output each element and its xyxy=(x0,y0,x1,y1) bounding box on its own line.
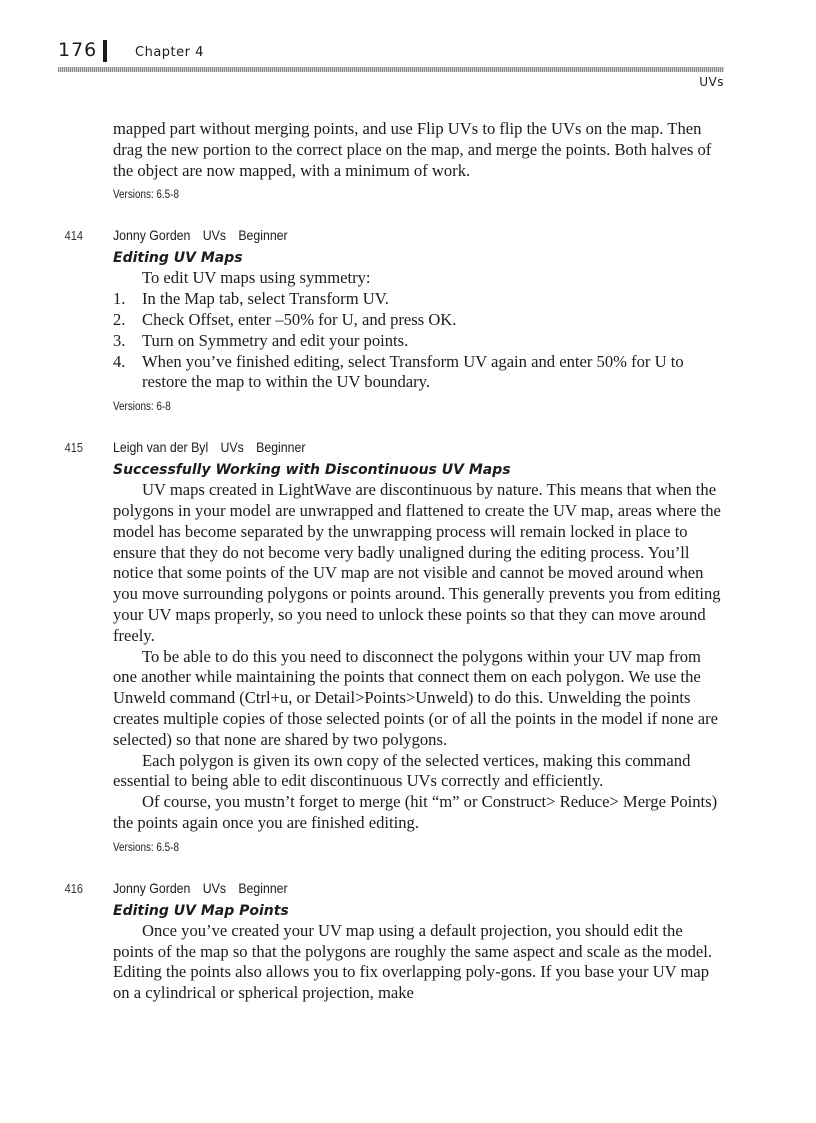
chapter-label: Chapter 4 xyxy=(135,45,204,60)
tip-paragraph: UV maps created in LightWave are discontinuous by nature. This means that when the polygons in your model are unwrapped and flattened to create the UV map, areas where the model has become separated by the unwrapping process will remain locked in place to ensure that they do not become very badly unaligned during the editing process. You’ll notice that some points of the UV map are not visible and cannot be moved around when you move surrounding polygons or points around. This generally prevents you from editing your UV maps properly, so you need to unlock these points so that they can move around freely. xyxy=(113,480,721,645)
tip-category: UVs xyxy=(220,439,244,456)
tip-paragraph: Once you’ve created your UV map using a default projection, you should edit the points of the map so that the polygons are roughly the same aspect and scale as the model. Editing the points also allows you to fix overlapping poly-gons. If you base your UV map on a cylindrical or spherical projection, make xyxy=(113,920,713,1003)
tip-author: Jonny Gorden xyxy=(113,227,191,244)
tip-category: UVs xyxy=(202,227,226,244)
steps-list xyxy=(113,289,725,393)
intro-paragraph: mapped part without merging points, and use Flip UVs to flip the UVs on the map. Then drag the new portion to the correct place on the map, and merge the points. Both halves of the object are now mapped, with a minimum of work. xyxy=(113,119,712,180)
step-item: 2. Check Offset, enter –50% for U, and press OK. xyxy=(113,309,457,329)
versions-note: Versions: 6.5-8 xyxy=(113,189,179,202)
tip-meta xyxy=(64,879,652,897)
page-number: 176 xyxy=(58,39,98,61)
tip-level: Beginner xyxy=(238,227,288,244)
tip-paragraph: Each polygon is given its own copy of the selected vertices, making this command essential to being able to edit discontinuous UVs correctly and efficiently. xyxy=(113,750,691,791)
tip-title: Editing UV Map Points xyxy=(113,902,289,919)
tip-category: UVs xyxy=(202,879,226,896)
tip-paragraph: Of course, you mustn’t forget to merge (hit “m” or Construct> Reduce> Merge Points) the points again once you are finished editing. xyxy=(113,792,718,832)
tip-number: 415 xyxy=(64,441,83,456)
tip-title: Successfully Working with Discontinuous UV Maps xyxy=(113,462,511,479)
header-rule xyxy=(58,67,724,72)
page-body xyxy=(64,119,725,1004)
tip-414 xyxy=(64,226,725,414)
tip-meta xyxy=(64,226,652,244)
tip-level: Beginner xyxy=(238,879,288,896)
tip-paragraph: To be able to do this you need to disconnect the polygons within your UV map from one another while maintaining the points that connect them on each polygon. We use the Unweld command (Ctrl+u, or Detail>Points>Unweld) to do this. Unwelding the points creates multiple copies of those selected points (or of all the points in the model if none are selected) so that none are shared by two polygons. xyxy=(113,646,719,749)
tip-number: 416 xyxy=(64,881,83,896)
tip-416 xyxy=(64,879,725,1004)
tip-intro: To edit UV maps using symmetry: xyxy=(142,268,371,288)
tip-number: 414 xyxy=(64,229,83,244)
tip-title: Editing UV Maps xyxy=(113,250,243,267)
header-separator xyxy=(103,40,107,62)
step-item: 1. In the Map tab, select Transform UV. xyxy=(113,289,389,309)
step-item: 4. When you’ve finished editing, select Transform UV again and enter 50% for U to restore the map to within the UV boundary. xyxy=(113,351,684,392)
tip-meta xyxy=(64,438,652,456)
versions-note: Versions: 6.5-8 xyxy=(113,841,179,854)
tip-415 xyxy=(64,438,725,855)
versions-note: Versions: 6-8 xyxy=(113,401,171,414)
tip-author: Jonny Gorden xyxy=(113,879,191,896)
tip-author: Leigh van der Byl xyxy=(113,439,209,456)
section-label: UVs xyxy=(699,75,724,89)
tip-level: Beginner xyxy=(256,439,306,456)
step-item: 3. Turn on Symmetry and edit your points. xyxy=(113,330,409,350)
